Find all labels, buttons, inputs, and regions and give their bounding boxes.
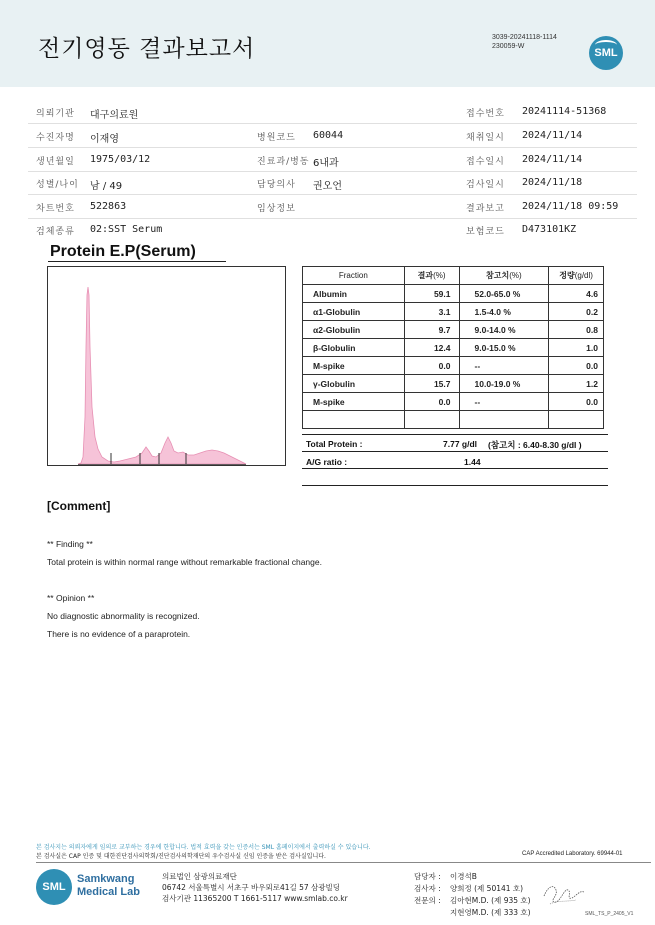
info-row-1 — [28, 100, 637, 124]
ag-ratio-label: A/G ratio : — [306, 457, 348, 467]
finding-text: Total protein is within normal range without remarkable fractional change. — [47, 557, 322, 567]
row-fraction: M-spike — [303, 357, 405, 375]
totals-bottom-line — [302, 485, 608, 486]
ag-bottom-line — [302, 468, 608, 469]
total-protein-reference: (참고치 : 6.40-8.30 g/dl ) — [488, 440, 582, 450]
report-code — [492, 33, 557, 51]
report-code-line1: 3039-20241118-1114 — [492, 34, 557, 41]
patient-name-label: 수진자명 — [36, 133, 75, 143]
staff-name: 양희정 (제 50141 호) — [450, 884, 524, 893]
test-date-label: 검사일시 — [466, 180, 505, 190]
form-code: SML_TS_P_2405_V1 — [585, 911, 634, 917]
footer-address-line2: 06742 서울특별시 서초구 바우뫼로41길 57 삼광빌딩 — [162, 883, 341, 892]
total-protein-value: 7.77 g/dl — [443, 439, 478, 449]
staff-row — [414, 871, 531, 883]
staff-name: 이경석B — [450, 872, 477, 881]
row-result: 59.1 — [404, 285, 459, 303]
header-reference-label: 참고치 — [486, 271, 510, 280]
report-date-label: 결과보고 — [466, 204, 505, 214]
row-fraction: Albumin — [303, 285, 405, 303]
sex-age-value: 남 / 49 — [90, 181, 123, 192]
row-reference: 10.0-19.0 % — [459, 375, 549, 393]
opinion-line-1: No diagnostic abnormality is recognized. — [47, 611, 200, 621]
staff-row — [414, 907, 531, 919]
patient-name-value: 이재영 — [90, 134, 119, 145]
test-date-value: 2024/11/18 — [522, 177, 583, 188]
table-row — [303, 393, 604, 411]
insurance-code-label: 보험코드 — [466, 227, 505, 237]
electrophoresis-chart — [47, 266, 286, 466]
section-underline — [48, 261, 226, 262]
header-fraction: Fraction — [303, 267, 405, 285]
row-fraction: M-spike — [303, 393, 405, 411]
table-header-row — [303, 267, 604, 285]
row-quantity: 4.6 — [549, 285, 604, 303]
received-date-label: 접수일시 — [466, 157, 505, 167]
row-quantity: 0.0 — [549, 357, 604, 375]
physician-value: 권오언 — [313, 181, 342, 192]
staff-name: 김아현M.D. (제 935 호) — [450, 896, 531, 905]
footer-address — [162, 871, 348, 904]
row-reference: 9.0-14.0 % — [459, 321, 549, 339]
info-row-5 — [28, 195, 637, 219]
section-title: Protein E.P(Serum) — [50, 243, 196, 260]
header-reference — [459, 267, 549, 285]
table-row — [303, 375, 604, 393]
department-value: 6내과 — [313, 158, 339, 169]
row-fraction: α1-Globulin — [303, 303, 405, 321]
header-quantity — [549, 267, 604, 285]
birth-date-value: 1975/03/12 — [90, 154, 151, 165]
clinical-info-label: 임상정보 — [257, 204, 296, 214]
total-protein-label: Total Protein : — [306, 439, 363, 449]
report-date-value: 2024/11/18 09:59 — [522, 201, 619, 212]
finding-header: ** Finding ** — [47, 539, 93, 549]
row-fraction — [303, 411, 405, 429]
row-reference — [459, 411, 549, 429]
table-row — [303, 303, 604, 321]
report-header — [0, 0, 655, 87]
row-result — [404, 411, 459, 429]
opinion-header: ** Opinion ** — [47, 593, 95, 603]
comment-title: [Comment] — [47, 499, 111, 513]
info-row-4 — [28, 171, 637, 195]
opinion-line-2: There is no evidence of a paraprotein. — [47, 629, 191, 639]
institution-label: 의뢰기관 — [36, 109, 75, 119]
specimen-label: 검체종류 — [36, 227, 75, 237]
chart-no-label: 차트번호 — [36, 204, 75, 214]
birth-date-label: 생년월일 — [36, 157, 75, 167]
cap-accreditation: CAP Accredited Laboratory. 69944-01 — [522, 851, 623, 857]
header-result — [404, 267, 459, 285]
footer-note-2: 본 검사실은 CAP 인증 및 대한진단검사의학회/진단검사의학재단의 우수검사실 신임 인증을 받은 검사실입니다. — [36, 853, 326, 860]
physician-label: 담당의사 — [257, 180, 296, 190]
header-reference-unit: (%) — [509, 271, 522, 280]
table-row — [303, 321, 604, 339]
collection-date-value: 2024/11/14 — [522, 130, 583, 141]
staff-role: 전문의 : — [414, 896, 441, 905]
footer-note-1: 본 검사지는 의뢰자에게 임의로 교부하는 경우에 한합니다. 법적 효력을 갖는 인증서는 SML 홈페이지에서 출력하실 수 있습니다. — [36, 844, 371, 851]
table-row — [303, 357, 604, 375]
row-quantity: 0.2 — [549, 303, 604, 321]
info-row-3 — [28, 148, 637, 172]
row-quantity: 1.2 — [549, 375, 604, 393]
info-row-6 — [28, 218, 637, 242]
row-reference: 9.0-15.0 % — [459, 339, 549, 357]
header-quantity-unit: (g/dl) — [574, 271, 593, 280]
row-result: 12.4 — [404, 339, 459, 357]
accession-value: 20241114-51368 — [522, 106, 607, 117]
row-quantity — [549, 411, 604, 429]
institution-value: 대구의료원 — [90, 110, 139, 121]
header-result-unit: (%) — [433, 271, 446, 280]
total-top-line — [302, 434, 608, 435]
hospital-code-label: 병원코드 — [257, 133, 296, 143]
footer-logo-icon: SML — [36, 869, 72, 905]
row-result: 15.7 — [404, 375, 459, 393]
accession-label: 접수번호 — [466, 109, 505, 119]
insurance-code-value: D473101KZ — [522, 224, 577, 235]
report-code-line2: 230059-W — [492, 43, 525, 50]
fraction-table — [302, 266, 604, 429]
row-quantity: 1.0 — [549, 339, 604, 357]
total-middle-line — [302, 451, 608, 452]
staff-role: 검사자 : — [414, 884, 441, 893]
footer-logo-name — [77, 873, 140, 899]
row-reference: 1.5-4.0 % — [459, 303, 549, 321]
signature-image — [540, 878, 588, 908]
table-row — [303, 339, 604, 357]
row-result: 3.1 — [404, 303, 459, 321]
row-result: 9.7 — [404, 321, 459, 339]
footer-address-line3: 검사기관 11365200 T 1661-5117 www.smlab.co.kr — [162, 894, 348, 903]
staff-row — [414, 895, 531, 907]
received-date-value: 2024/11/14 — [522, 154, 583, 165]
row-reference: -- — [459, 357, 549, 375]
row-reference: 52.0-65.0 % — [459, 285, 549, 303]
electrophoresis-curve — [78, 287, 246, 464]
header-quantity-label: 정량 — [559, 271, 575, 280]
info-row-2 — [28, 124, 637, 148]
ag-ratio-value: 1.44 — [464, 457, 481, 467]
footer-staff — [414, 871, 531, 919]
table-row — [303, 411, 604, 429]
department-label: 진료과/병동 — [257, 157, 310, 167]
row-result: 0.0 — [404, 393, 459, 411]
collection-date-label: 채취일시 — [466, 133, 505, 143]
header-result-label: 결과 — [417, 271, 434, 280]
row-quantity: 0.8 — [549, 321, 604, 339]
specimen-value: 02:SST Serum — [90, 224, 163, 235]
staff-row — [414, 883, 531, 895]
footer-divider — [36, 862, 651, 863]
row-result: 0.0 — [404, 357, 459, 375]
footer-logo-name-line2: Medical Lab — [77, 886, 140, 898]
row-reference: -- — [459, 393, 549, 411]
row-fraction: γ-Globulin — [303, 375, 405, 393]
staff-role: 담당자 : — [414, 872, 441, 881]
staff-name: 지현영M.D. (제 333 호) — [450, 908, 531, 917]
sml-logo-badge: SML — [589, 36, 623, 70]
row-fraction: β-Globulin — [303, 339, 405, 357]
row-quantity: 0.0 — [549, 393, 604, 411]
table-row — [303, 285, 604, 303]
report-title: 전기영동 결과보고서 — [38, 36, 256, 62]
chart-no-value: 522863 — [90, 201, 127, 212]
sex-age-label: 성별/나이 — [36, 180, 79, 190]
footer-logo-name-line1: Samkwang — [77, 873, 135, 885]
footer-address-line1: 의료법인 삼광의료재단 — [162, 872, 237, 881]
electrophoresis-svg — [48, 267, 285, 465]
row-fraction: α2-Globulin — [303, 321, 405, 339]
hospital-code-value: 60044 — [313, 130, 344, 141]
